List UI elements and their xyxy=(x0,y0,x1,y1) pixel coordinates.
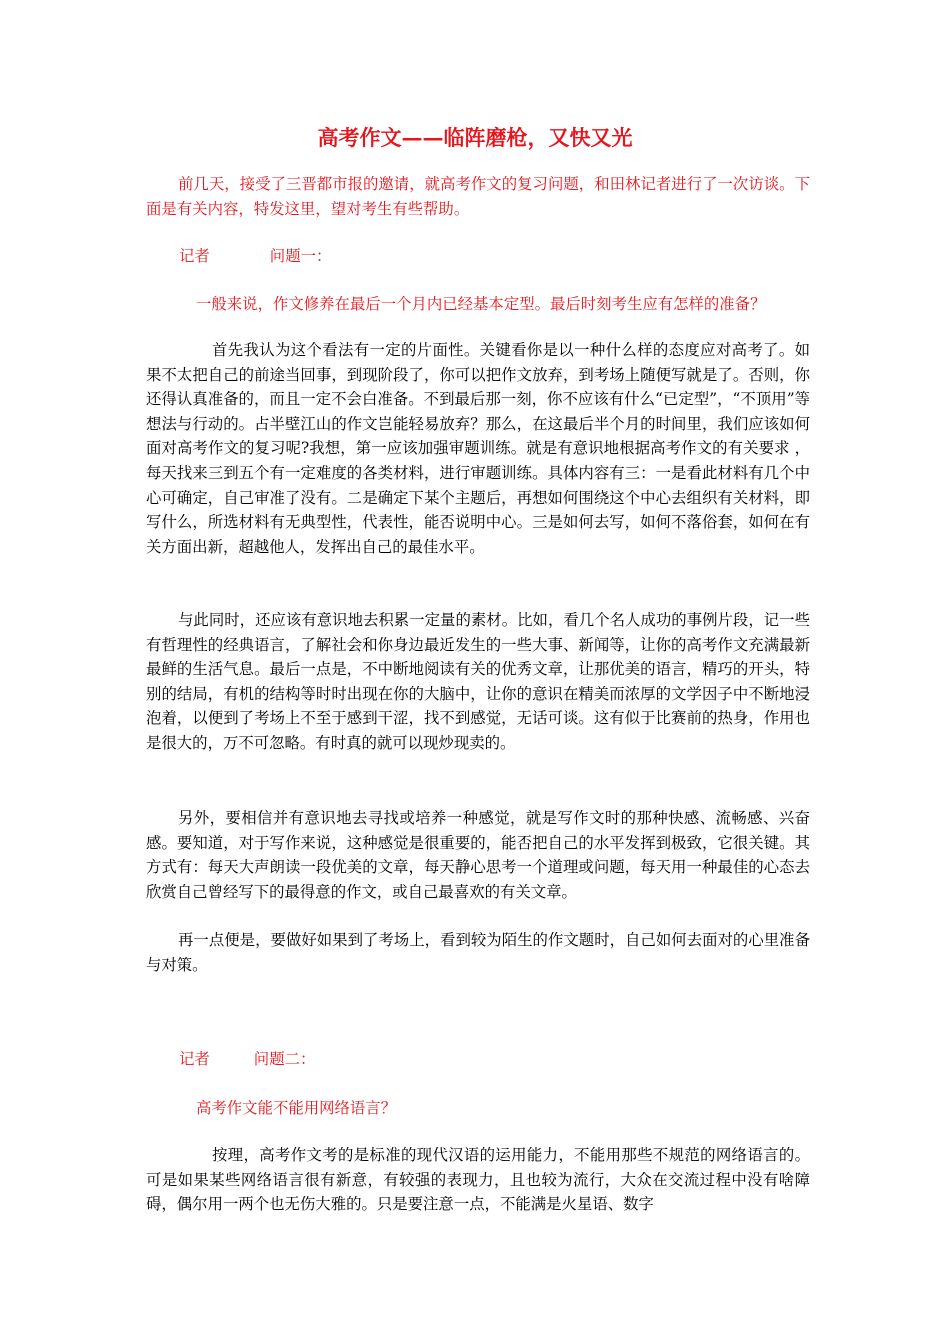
q1-heading xyxy=(179,244,331,268)
q2-answer-paragraph-1: 按理，高考作文考的是标准的现代汉语的运用能力，不能用那些不规范的网络语言的。可是如果某些网络语言很有新意，有较强的表现力，且也较为流行，大众在交流过程中没有啥障碍，偶尔用一两个也无伤大雅的。只是要注意一点，不能满是火星语、数字 xyxy=(146,1146,810,1214)
q1-answer-paragraph-1: 首先我认为这个看法有一定的片面性。关键看你是以一种什么样的态度应对高考了。如果不太把自己的前途当回事，到现阶段了，你可以把作文放弃，到考场上随便写就是了。否则，你还得认真准备的，而且一定不会白准备。不到最后那一刻，你不应该有什么“已定型”，“不顶用”等想法与行动的。占半壁江山的作文岂能轻易放弃？那么，在这最后半个月的时间里，我们应该如何面对高考作文的复习呢?我想，第一应该加强审题训练。就是有意识地根据高考作文的有关要求 ，每天找来三到五个有一定难度的各类材料，进行审题训练。具体内容有三：一是看此材料有几个中心可确定，自己审准了没有。二是确定下某个主题后，再想如何围绕这个中心去组织有关材料，即写什么，所选材料有无典型性，代表性，能否说明中心。三是如何去写，如何不落俗套，如何在有关方面出新，超越他人，发挥出自己的最佳水平。 xyxy=(146,341,810,556)
q1-answer-paragraph-4: 再一点便是，要做好如果到了考场上，看到较为陌生的作文题时，自己如何去面对的心里准备与对策。 xyxy=(146,931,810,974)
q2-question: 高考作文能不能用网络语言？ xyxy=(196,1099,397,1117)
q1-reporter-label: 记者 xyxy=(179,247,210,265)
q1-answer-paragraph-3: 另外，要相信并有意识地去寻找或培养一种感觉，就是写作文时的那种快感、流畅感、兴奋感。要知道，对于写作来说，这种感觉是很重要的，能否把自己的水平发挥到极致，它很关键。其方式有：每天大声朗读一段优美的文章，每天静心思考一个道理或问题，每天用一种最佳的心态去欣赏自己曾经写下的最得意的作文，或自己最喜欢的有关文章。 xyxy=(146,809,810,901)
q1-question-label: 问题一： xyxy=(269,247,332,265)
q2-question-label: 问题二： xyxy=(253,1050,316,1068)
q1-question: 一般来说，作文修养在最后一个月内已经基本定型。最后时刻考生应有怎样的准备？ xyxy=(196,295,766,313)
q2-heading xyxy=(179,1047,315,1071)
intro-paragraph: 前几天，接受了三晋都市报的邀请，就高考作文的复习问题，和田林记者进行了一次访谈。下面是有关内容，特发这里，望对考生有些帮助。 xyxy=(146,175,810,218)
q2-reporter-label: 记者 xyxy=(179,1050,210,1068)
document-title: 高考作文——临阵磨枪，又快又光 xyxy=(317,125,633,150)
q1-answer-paragraph-2: 与此同时，还应该有意识地去积累一定量的素材。比如，看几个名人成功的事例片段，记一些有哲理性的经典语言，了解社会和你身边最近发生的一些大事、新闻等，让你的高考作文充满最新最鲜的生活气息。最后一点是，不中断地阅读有关的优秀文章，让那优美的语言，精巧的开头，特别的结局，有机的结构等时时出现在你的大脑中，让你的意识在精美而浓厚的文学因子中不断地浸泡着，以便到了考场上不至于感到干涩，找不到感觉，无话可谈。这有似于比赛前的热身，作用也是很大的，万不可忽略。有时真的就可以现炒现卖的。 xyxy=(146,611,810,752)
